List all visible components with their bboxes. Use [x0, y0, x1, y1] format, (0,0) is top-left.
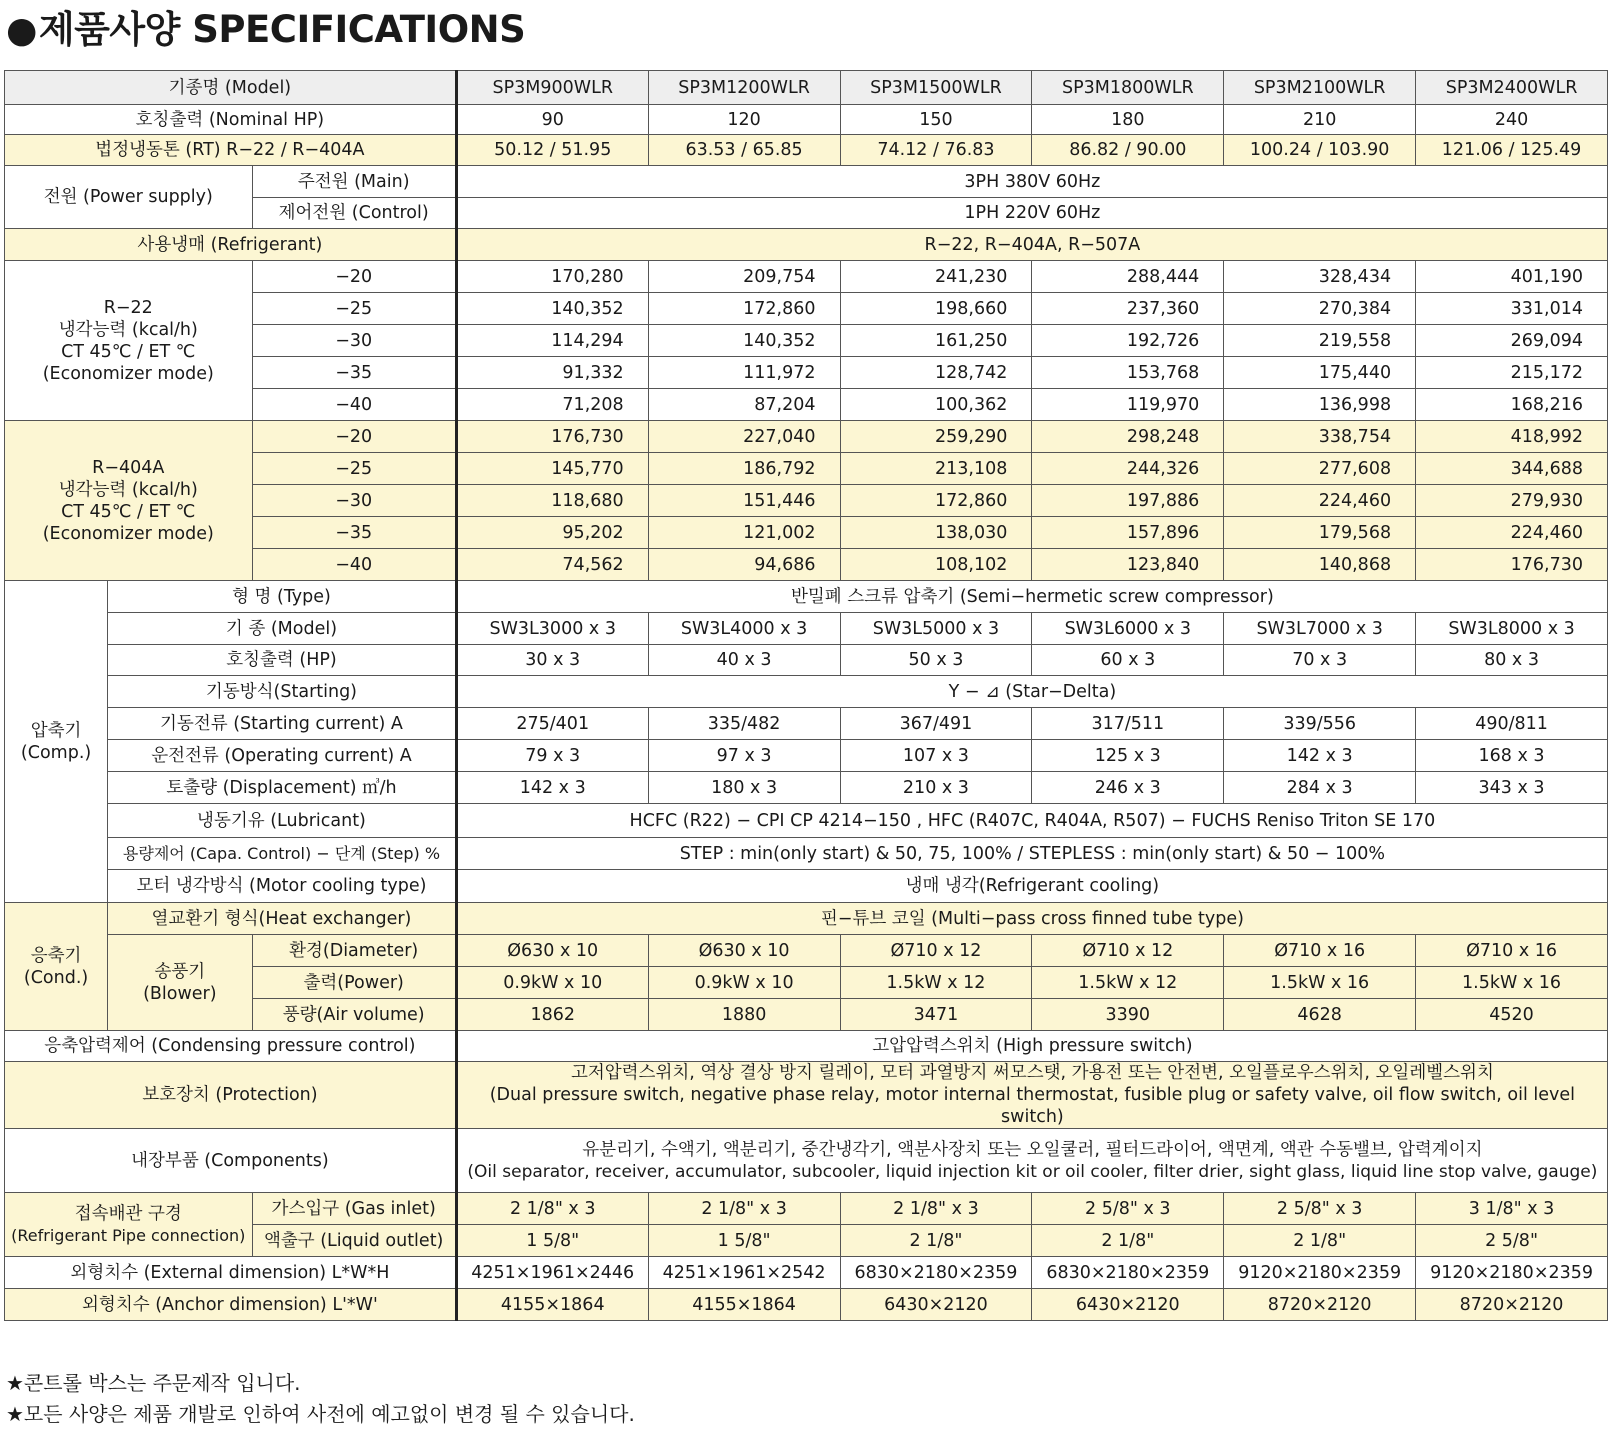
comp-operating-current-value: 79 x 3 — [456, 740, 648, 772]
capacity-value: 175,440 — [1224, 357, 1416, 389]
comp-hp-row — [5, 645, 1608, 676]
pipe-label — [5, 1193, 253, 1257]
pipe-gas-value: 3 1/8" x 3 — [1416, 1193, 1608, 1225]
models-label: 기종명 (Model) — [5, 71, 457, 105]
comp-starting-current-row — [5, 708, 1608, 740]
nominal-hp-value: 240 — [1416, 105, 1608, 135]
capacity-value: 259,290 — [840, 421, 1032, 453]
cond-air-volume-value: 3471 — [840, 999, 1032, 1031]
power-control-label: 제어전원 (Control) — [252, 198, 456, 229]
cond-heat-exchanger-row — [5, 903, 1608, 935]
components-label: 내장부품 (Components) — [5, 1129, 457, 1193]
capacity-value: 172,860 — [648, 293, 840, 325]
comp-operating-current-value: 125 x 3 — [1032, 740, 1224, 772]
pipe-gas-label: 가스입구 (Gas inlet) — [252, 1193, 456, 1225]
capacity-value: 270,384 — [1224, 293, 1416, 325]
et-label: −35 — [252, 517, 456, 549]
r404a-label-line: CT 45℃ / ET ℃ — [61, 501, 196, 522]
capacity-value: 331,014 — [1416, 293, 1608, 325]
cond-power-value: 1.5kW x 12 — [1032, 967, 1224, 999]
anchor-value: 6430×2120 — [840, 1289, 1032, 1321]
external-value: 4251×1961×2446 — [456, 1257, 648, 1289]
protection-row — [5, 1062, 1608, 1129]
cond-air-volume-value: 3390 — [1032, 999, 1224, 1031]
comp-operating-current-row — [5, 740, 1608, 772]
nominal-hp-value: 180 — [1032, 105, 1224, 135]
comp-capa-value: STEP : min(only start) & 50, 75, 100% / STEPLESS : min(only start) & 50 − 100% — [456, 838, 1607, 870]
comp-starting-current-value: 317/511 — [1032, 708, 1224, 740]
cond-pressure-value: 고압압력스위치 (High pressure switch) — [456, 1031, 1607, 1062]
et-label: −35 — [252, 357, 456, 389]
comp-hp-value: 80 x 3 — [1416, 645, 1608, 676]
comp-starting-current-value: 367/491 — [840, 708, 1032, 740]
capacity-value: 418,992 — [1416, 421, 1608, 453]
comp-starting-label: 기동방식(Starting) — [108, 676, 457, 708]
capacity-value: 277,608 — [1224, 453, 1416, 485]
external-value: 6830×2180×2359 — [1032, 1257, 1224, 1289]
protection-value-en: (Dual pressure switch, negative phase relay, motor internal thermostat, fusible plug or safety valve, oil flow switch, oil level switch) — [489, 1085, 1576, 1127]
r22-label — [5, 261, 253, 421]
capacity-value: 151,446 — [648, 485, 840, 517]
cond-diameter-value: Ø710 x 12 — [840, 935, 1032, 967]
cond-label — [5, 903, 108, 1031]
comp-model-row — [5, 613, 1608, 645]
nominal-hp-value: 210 — [1224, 105, 1416, 135]
capacity-value: 74,562 — [456, 549, 648, 581]
comp-operating-current-label: 운전전류 (Operating current) A — [108, 740, 457, 772]
rt-value: 86.82 / 90.00 — [1032, 135, 1224, 166]
capacity-value: 157,896 — [1032, 517, 1224, 549]
pipe-gas-value: 2 5/8" x 3 — [1224, 1193, 1416, 1225]
cond-power-label: 출력(Power) — [252, 967, 456, 999]
capacity-value: 213,108 — [840, 453, 1032, 485]
capacity-value: 168,216 — [1416, 389, 1608, 421]
note-line: ★모든 사양은 제품 개발로 인하여 사전에 예고없이 변경 될 수 있습니다. — [6, 1402, 635, 1426]
notes — [6, 1368, 635, 1430]
cond-heat-exchanger-value: 핀−튜브 코일 (Multi−pass cross finned tube type) — [456, 903, 1607, 935]
model-cell: SP3M1800WLR — [1032, 71, 1224, 105]
comp-model-value: SW3L8000 x 3 — [1416, 613, 1608, 645]
capacity-value: 209,754 — [648, 261, 840, 293]
nominal-hp-label: 호칭출력 (Nominal HP) — [5, 105, 457, 135]
capacity-value: 71,208 — [456, 389, 648, 421]
capacity-value: 91,332 — [456, 357, 648, 389]
nominal-hp-value: 150 — [840, 105, 1032, 135]
capacity-value: 145,770 — [456, 453, 648, 485]
comp-hp-value: 50 x 3 — [840, 645, 1032, 676]
capacity-value: 192,726 — [1032, 325, 1224, 357]
comp-hp-value: 60 x 3 — [1032, 645, 1224, 676]
r404a-label-line: R−404A — [92, 457, 165, 478]
comp-label-line: (Comp.) — [20, 742, 92, 763]
capacity-value: 241,230 — [840, 261, 1032, 293]
capacity-value: 197,886 — [1032, 485, 1224, 517]
comp-model-value: SW3L3000 x 3 — [456, 613, 648, 645]
comp-lubricant-value: HCFC (R22) − CPI CP 4214−150 , HFC (R407C, R404A, R507) − FUCHS Reniso Triton SE 170 — [456, 804, 1607, 838]
capacity-value: 344,688 — [1416, 453, 1608, 485]
comp-model-value: SW3L6000 x 3 — [1032, 613, 1224, 645]
cond-label-line: 응축기 — [30, 945, 82, 966]
comp-operating-current-value: 168 x 3 — [1416, 740, 1608, 772]
comp-starting-current-value: 490/811 — [1416, 708, 1608, 740]
pipe-liquid-label: 액출구 (Liquid outlet) — [252, 1225, 456, 1257]
r404a-label-line: 냉각능력 (kcal/h) — [58, 479, 198, 500]
capacity-value: 108,102 — [840, 549, 1032, 581]
et-label: −30 — [252, 485, 456, 517]
rt-value: 50.12 / 51.95 — [456, 135, 648, 166]
r22-label-line: (Economizer mode) — [42, 363, 214, 384]
comp-lubricant-label: 냉동기유 (Lubricant) — [108, 804, 457, 838]
capacity-value: 140,352 — [648, 325, 840, 357]
comp-motor-cooling-label: 모터 냉각방식 (Motor cooling type) — [108, 870, 457, 903]
capacity-value: 140,868 — [1224, 549, 1416, 581]
pipe-liquid-value: 2 1/8" — [1032, 1225, 1224, 1257]
capacity-value: 119,970 — [1032, 389, 1224, 421]
anchor-value: 8720×2120 — [1416, 1289, 1608, 1321]
pipe-label-line: 접속배관 구경 — [74, 1203, 182, 1224]
capacity-value: 244,326 — [1032, 453, 1224, 485]
capacity-value: 118,680 — [456, 485, 648, 517]
comp-displacement-value: 343 x 3 — [1416, 772, 1608, 804]
capacity-value: 224,460 — [1224, 485, 1416, 517]
capacity-value: 279,930 — [1416, 485, 1608, 517]
note-line: ★콘트롤 박스는 주문제작 입니다. — [6, 1371, 301, 1395]
pipe-liquid-value: 1 5/8" — [648, 1225, 840, 1257]
bullet-icon: ● — [6, 10, 37, 51]
comp-model-label: 기 종 (Model) — [108, 613, 457, 645]
capacity-value: 100,362 — [840, 389, 1032, 421]
model-cell: SP3M1200WLR — [648, 71, 840, 105]
capacity-value: 298,248 — [1032, 421, 1224, 453]
cond-power-value: 1.5kW x 16 — [1416, 967, 1608, 999]
model-cell: SP3M1500WLR — [840, 71, 1032, 105]
cond-heat-exchanger-label: 열교환기 형식(Heat exchanger) — [108, 903, 457, 935]
et-label: −20 — [252, 261, 456, 293]
pipe-liquid-value: 1 5/8" — [456, 1225, 648, 1257]
nominal-hp-value: 90 — [456, 105, 648, 135]
et-label: −30 — [252, 325, 456, 357]
anchor-row — [5, 1289, 1608, 1321]
comp-displacement-label: 토출량 (Displacement) ㎥/h — [108, 772, 457, 804]
capacity-value: 136,998 — [1224, 389, 1416, 421]
capacity-value: 227,040 — [648, 421, 840, 453]
power-main-value: 3PH 380V 60Hz — [456, 166, 1607, 198]
comp-label-line: 압축기 — [30, 720, 82, 741]
capacity-value: 179,568 — [1224, 517, 1416, 549]
models-row — [5, 71, 1608, 105]
capacity-value: 215,172 — [1416, 357, 1608, 389]
capacity-value: 161,250 — [840, 325, 1032, 357]
capacity-value: 176,730 — [1416, 549, 1608, 581]
cond-diameter-value: Ø710 x 16 — [1224, 935, 1416, 967]
components-value-ko: 유분리기, 수액기, 액분리기, 중간냉각기, 액분사장치 또는 오일쿨러, 필터드라이어, 액면계, 액관 수동밸브, 압력계이지 — [582, 1139, 1483, 1160]
cond-diameter-row — [5, 935, 1608, 967]
capacity-value: 123,840 — [1032, 549, 1224, 581]
capacity-value: 114,294 — [456, 325, 648, 357]
capacity-value: 170,280 — [456, 261, 648, 293]
capacity-value: 140,352 — [456, 293, 648, 325]
comp-operating-current-value: 142 x 3 — [1224, 740, 1416, 772]
power-label: 전원 (Power supply) — [5, 166, 253, 229]
refrigerant-row — [5, 229, 1608, 261]
comp-capa-row — [5, 838, 1608, 870]
comp-starting-current-value: 275/401 — [456, 708, 648, 740]
r22-row — [5, 261, 1608, 293]
comp-type-value: 반밀폐 스크류 압축기 (Semi−hermetic screw compressor) — [456, 581, 1607, 613]
rt-row — [5, 135, 1608, 166]
comp-operating-current-value: 107 x 3 — [840, 740, 1032, 772]
capacity-value: 401,190 — [1416, 261, 1608, 293]
rt-label: 법정냉동톤 (RT) R−22 / R−404A — [5, 135, 457, 166]
cond-power-value: 1.5kW x 12 — [840, 967, 1032, 999]
comp-motor-cooling-row — [5, 870, 1608, 903]
power-main-label: 주전원 (Main) — [252, 166, 456, 198]
capacity-value: 111,972 — [648, 357, 840, 389]
spec-table — [4, 70, 1608, 1321]
capacity-value: 328,434 — [1224, 261, 1416, 293]
cond-diameter-label: 환경(Diameter) — [252, 935, 456, 967]
comp-model-value: SW3L7000 x 3 — [1224, 613, 1416, 645]
cond-diameter-value: Ø710 x 16 — [1416, 935, 1608, 967]
rt-value: 74.12 / 76.83 — [840, 135, 1032, 166]
pipe-gas-value: 2 5/8" x 3 — [1032, 1193, 1224, 1225]
cond-label-line: (Cond.) — [23, 967, 89, 988]
capacity-value: 224,460 — [1416, 517, 1608, 549]
anchor-label: 외형치수 (Anchor dimension) L'*W' — [5, 1289, 457, 1321]
cond-pressure-row — [5, 1031, 1608, 1062]
capacity-value: 95,202 — [456, 517, 648, 549]
et-label: −40 — [252, 549, 456, 581]
capacity-value: 338,754 — [1224, 421, 1416, 453]
capacity-value: 176,730 — [456, 421, 648, 453]
r404a-label-line: (Economizer mode) — [42, 523, 214, 544]
cond-air-volume-value: 4520 — [1416, 999, 1608, 1031]
comp-lubricant-row — [5, 804, 1608, 838]
cond-diameter-value: Ø630 x 10 — [456, 935, 648, 967]
capacity-value: 237,360 — [1032, 293, 1224, 325]
et-label: −25 — [252, 293, 456, 325]
comp-starting-current-value: 335/482 — [648, 708, 840, 740]
comp-type-label: 형 명 (Type) — [108, 581, 457, 613]
et-label: −20 — [252, 421, 456, 453]
comp-hp-label: 호칭출력 (HP) — [108, 645, 457, 676]
protection-value — [456, 1062, 1607, 1129]
r22-label-line: CT 45℃ / ET ℃ — [61, 341, 196, 362]
model-cell: SP3M2100WLR — [1224, 71, 1416, 105]
et-label: −25 — [252, 453, 456, 485]
anchor-value: 4155×1864 — [456, 1289, 648, 1321]
protection-label: 보호장치 (Protection) — [5, 1062, 457, 1129]
et-label: −40 — [252, 389, 456, 421]
anchor-value: 6430×2120 — [1032, 1289, 1224, 1321]
model-cell: SP3M2400WLR — [1416, 71, 1608, 105]
comp-type-row — [5, 581, 1608, 613]
r22-label-line: 냉각능력 (kcal/h) — [58, 319, 198, 340]
comp-capa-label: 용량제어 (Capa. Control) − 단계 (Step) % — [108, 838, 457, 870]
capacity-value: 198,660 — [840, 293, 1032, 325]
rt-value: 100.24 / 103.90 — [1224, 135, 1416, 166]
pipe-liquid-value: 2 1/8" — [840, 1225, 1032, 1257]
page-title — [6, 2, 525, 58]
components-value-en: (Oil separator, receiver, accumulator, subcooler, liquid injection kit or oil cooler, filter drier, sight glass, liquid line stop valve, gauge) — [467, 1161, 1598, 1182]
cond-air-volume-label: 풍량(Air volume) — [252, 999, 456, 1031]
protection-value-ko: 고저압력스위치, 역상 결상 방지 릴레이, 모터 과열방지 써모스탯, 가용전 또는 안전변, 오일플로우스위치, 오일레벨스위치 — [570, 1063, 1494, 1083]
cond-power-value: 0.9kW x 10 — [648, 967, 840, 999]
pipe-gas-value: 2 1/8" x 3 — [456, 1193, 648, 1225]
external-label: 외형치수 (External dimension) L*W*H — [5, 1257, 457, 1289]
pipe-label-line: (Refrigerant Pipe connection) — [11, 1225, 246, 1245]
model-cell: SP3M900WLR — [456, 71, 648, 105]
capacity-value: 172,860 — [840, 485, 1032, 517]
cond-air-volume-value: 4628 — [1224, 999, 1416, 1031]
pipe-liquid-value: 2 5/8" — [1416, 1225, 1608, 1257]
r404a-label — [5, 421, 253, 581]
comp-model-value: SW3L4000 x 3 — [648, 613, 840, 645]
comp-displacement-value: 180 x 3 — [648, 772, 840, 804]
external-row — [5, 1257, 1608, 1289]
capacity-value: 87,204 — [648, 389, 840, 421]
page-title-text: 제품사양 SPECIFICATIONS — [38, 8, 526, 51]
r22-label-line: R−22 — [103, 297, 153, 318]
power-control-value: 1PH 220V 60Hz — [456, 198, 1607, 229]
comp-starting-row — [5, 676, 1608, 708]
comp-starting-value: Y − ⊿ (Star−Delta) — [456, 676, 1607, 708]
blower-label-line: (Blower) — [143, 983, 217, 1004]
components-value — [456, 1129, 1607, 1193]
cond-power-value: 0.9kW x 10 — [456, 967, 648, 999]
cond-air-volume-value: 1880 — [648, 999, 840, 1031]
external-value: 4251×1961×2542 — [648, 1257, 840, 1289]
nominal-hp-value: 120 — [648, 105, 840, 135]
cond-air-volume-value: 1862 — [456, 999, 648, 1031]
external-value: 6830×2180×2359 — [840, 1257, 1032, 1289]
capacity-value: 138,030 — [840, 517, 1032, 549]
power-main-row — [5, 166, 1608, 198]
comp-motor-cooling-value: 냉매 냉각(Refrigerant cooling) — [456, 870, 1607, 903]
refrigerant-value: R−22, R−404A, R−507A — [456, 229, 1607, 261]
components-row — [5, 1129, 1608, 1193]
nominal-hp-row — [5, 105, 1608, 135]
capacity-value: 186,792 — [648, 453, 840, 485]
r404a-row — [5, 421, 1608, 453]
external-value: 9120×2180×2359 — [1224, 1257, 1416, 1289]
comp-displacement-value: 142 x 3 — [456, 772, 648, 804]
refrigerant-label: 사용냉매 (Refrigerant) — [5, 229, 457, 261]
capacity-value: 288,444 — [1032, 261, 1224, 293]
comp-operating-current-value: 97 x 3 — [648, 740, 840, 772]
anchor-value: 4155×1864 — [648, 1289, 840, 1321]
comp-hp-value: 40 x 3 — [648, 645, 840, 676]
pipe-gas-row — [5, 1193, 1608, 1225]
capacity-value: 219,558 — [1224, 325, 1416, 357]
capacity-value: 153,768 — [1032, 357, 1224, 389]
capacity-value: 269,094 — [1416, 325, 1608, 357]
comp-label — [5, 581, 108, 903]
pipe-gas-value: 2 1/8" x 3 — [648, 1193, 840, 1225]
capacity-value: 128,742 — [840, 357, 1032, 389]
capacity-value: 121,002 — [648, 517, 840, 549]
comp-model-value: SW3L5000 x 3 — [840, 613, 1032, 645]
blower-label — [108, 935, 252, 1031]
cond-pressure-label: 응축압력제어 (Condensing pressure control) — [5, 1031, 457, 1062]
comp-displacement-value: 210 x 3 — [840, 772, 1032, 804]
comp-starting-current-label: 기동전류 (Starting current) A — [108, 708, 457, 740]
cond-diameter-value: Ø630 x 10 — [648, 935, 840, 967]
capacity-value: 94,686 — [648, 549, 840, 581]
comp-hp-value: 30 x 3 — [456, 645, 648, 676]
rt-value: 63.53 / 65.85 — [648, 135, 840, 166]
comp-displacement-value: 246 x 3 — [1032, 772, 1224, 804]
comp-starting-current-value: 339/556 — [1224, 708, 1416, 740]
pipe-gas-value: 2 1/8" x 3 — [840, 1193, 1032, 1225]
comp-displacement-row — [5, 772, 1608, 804]
anchor-value: 8720×2120 — [1224, 1289, 1416, 1321]
rt-value: 121.06 / 125.49 — [1416, 135, 1608, 166]
comp-displacement-value: 284 x 3 — [1224, 772, 1416, 804]
external-value: 9120×2180×2359 — [1416, 1257, 1608, 1289]
cond-diameter-value: Ø710 x 12 — [1032, 935, 1224, 967]
blower-label-line: 송풍기 — [154, 961, 206, 982]
comp-hp-value: 70 x 3 — [1224, 645, 1416, 676]
pipe-liquid-value: 2 1/8" — [1224, 1225, 1416, 1257]
cond-power-value: 1.5kW x 16 — [1224, 967, 1416, 999]
